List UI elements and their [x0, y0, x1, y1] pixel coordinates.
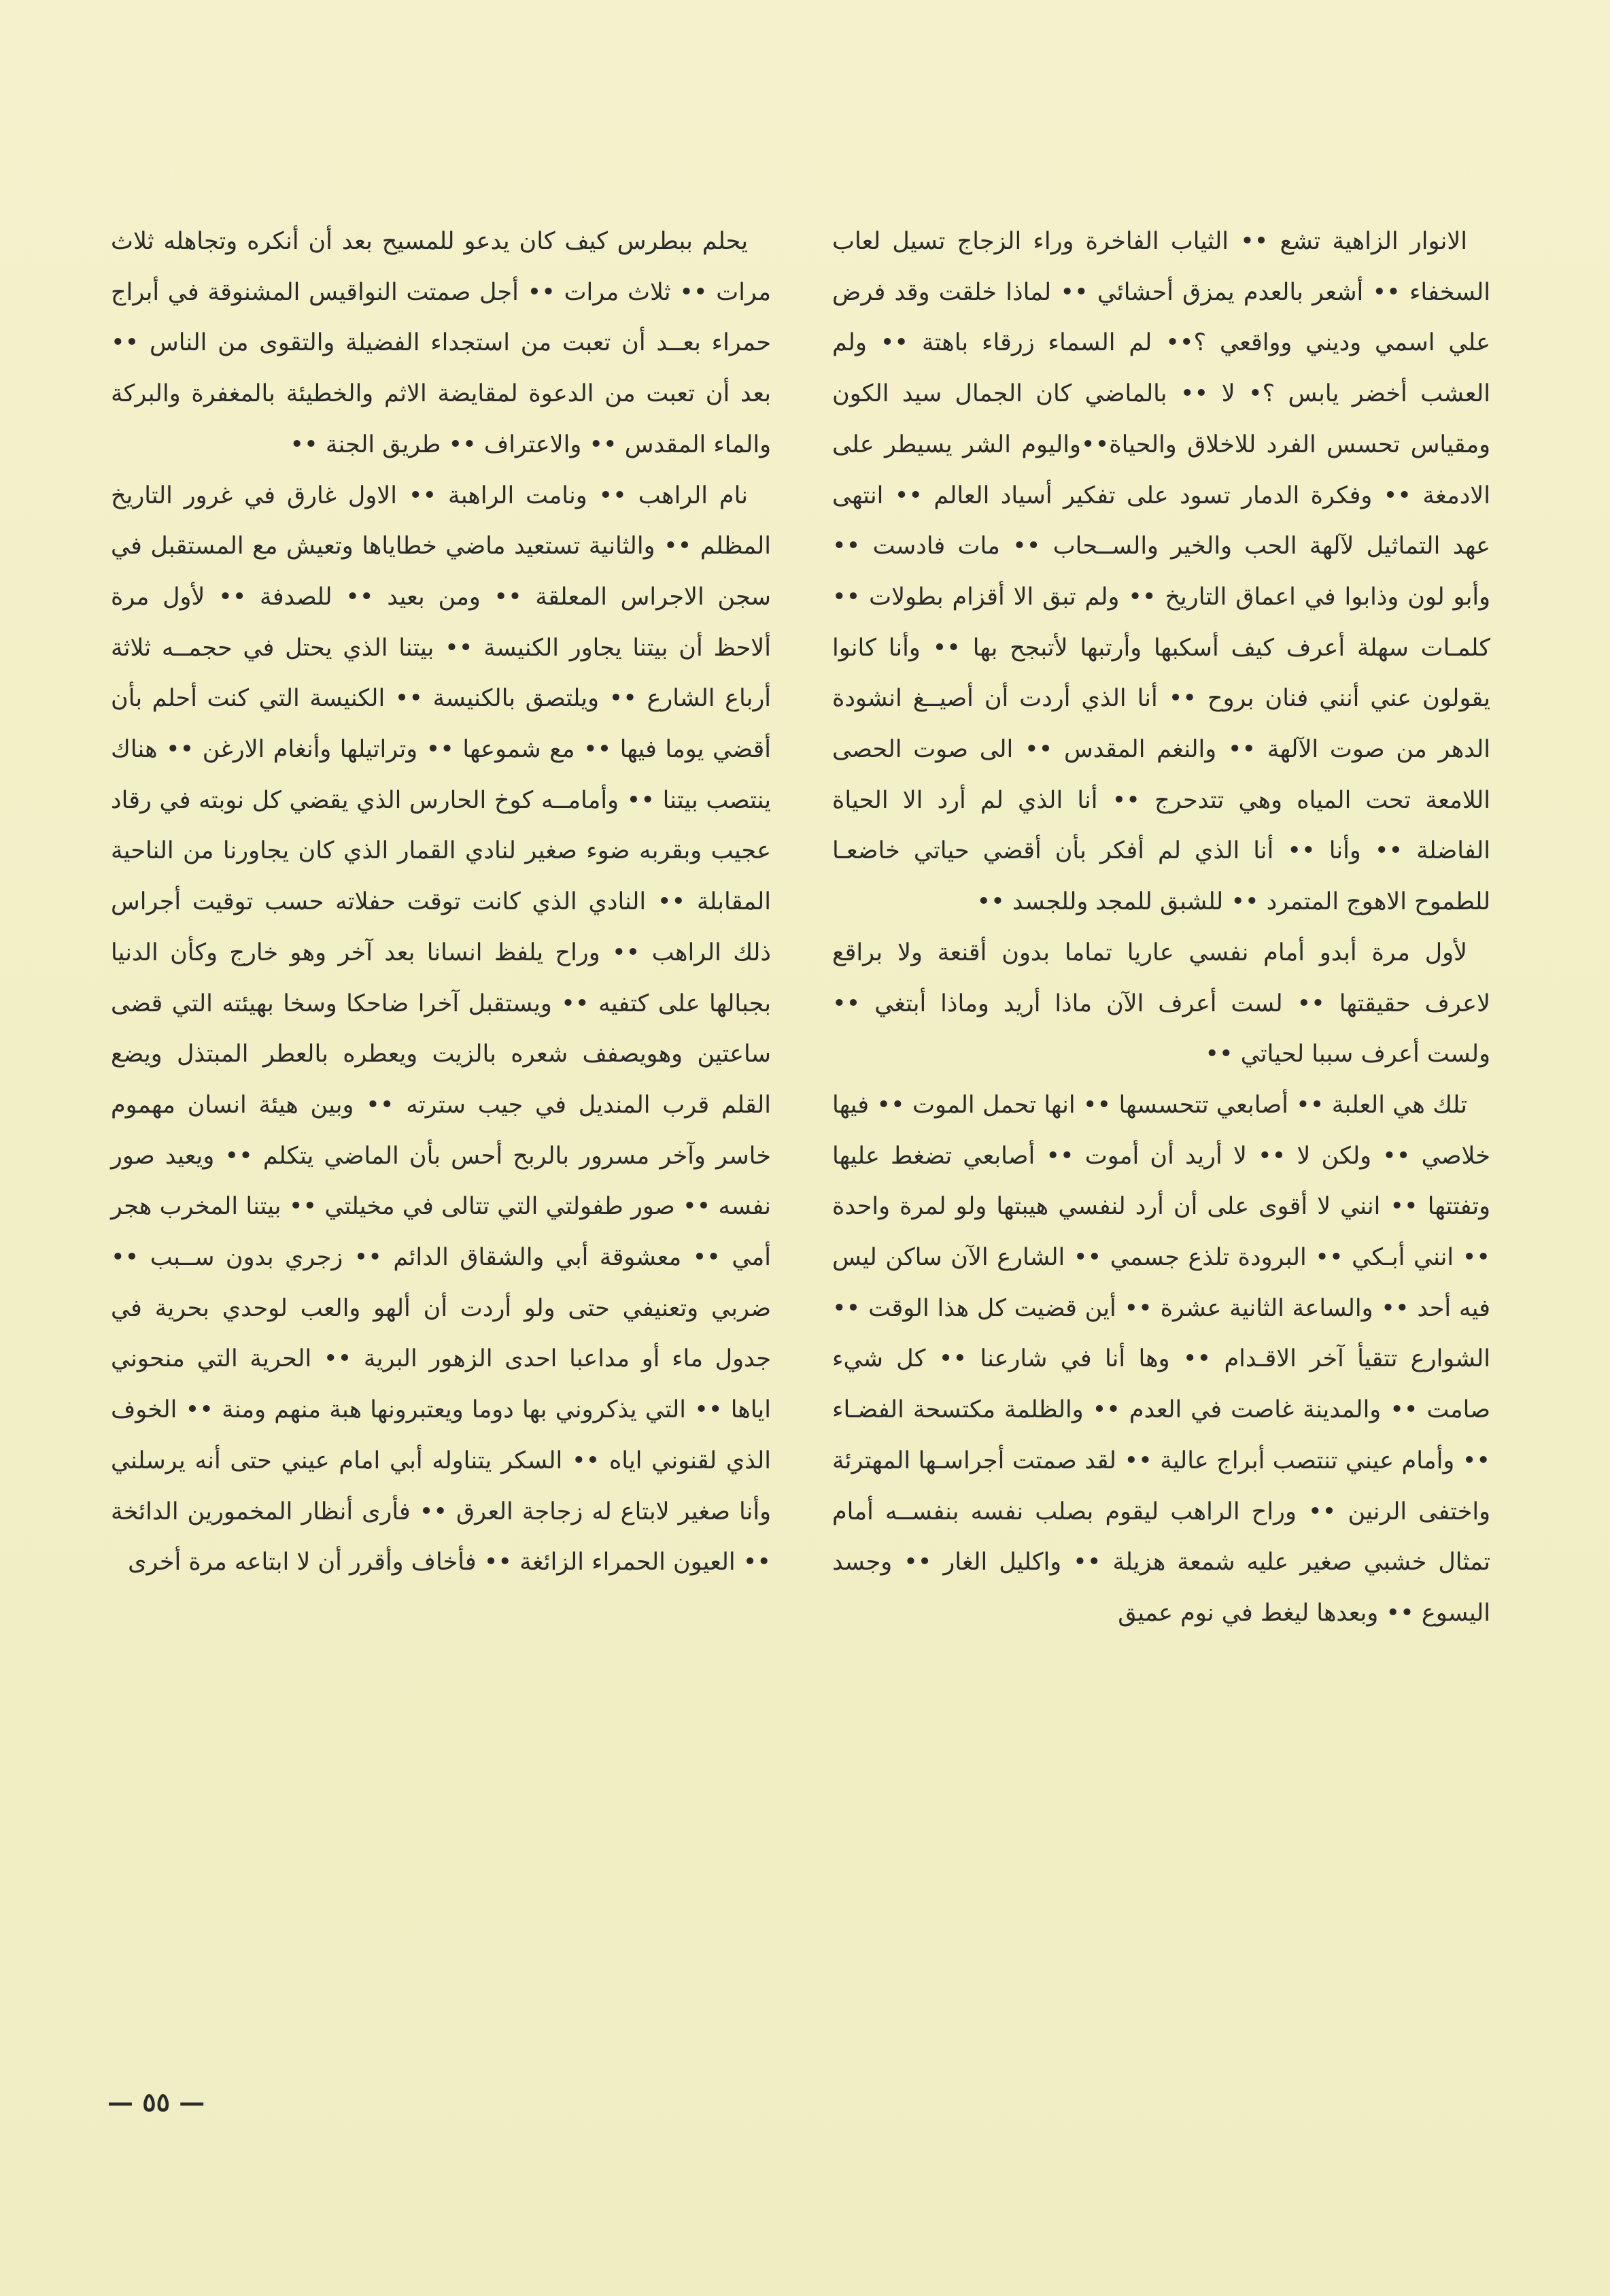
paragraph: الانوار الزاهية تشع •• الثياب الفاخرة وراء الزجاج تسيل لعاب السخفاء •• أشعر بالعدم يمزق أحشائي •• لماذا خلقت وقد فرض علي اسمي وديني وواقعي ؟•• لم السماء زرقاء باهتة •• ولم العشب أخضر يابس ؟• لا •• بالماضي كان الجمال سيد الكون ومقياس تحسس الفرد للاخلاق والحياة••واليوم الشر يسيطر على الادمغة •• وفكرة الدمار تسود على تفكير أسياد العالم •• انتهى عهد التماثيل لآلهة الحب والخير والســحاب •• مات فادست •• وأبو لون وذابوا في اعماق التاريخ •• ولم تبق الا أقزام بطولات •• كلمـات سهلة أعرف كيف أسكبها وأرتبها لأتبجح بها •• وأنا كانوا يقولون عني أنني فنان بروح •• أنا الذي أردت أن أصيــغ انشودة الدهر من صوت الآلهة •• والنغم المقدس •• الى صوت الحصى اللامعة تحت المياه وهي تتدحرج •• أنا الذي لم أرد الا الحياة الفاضلة •• وأنا •• أنا الذي لم أفكر بأن أقضي حياتي خاضعـا للطموح الاهوج المتمرد •• للشبق للمجد وللجسد •• — [832, 228, 1490, 916]
paragraph: لأول مرة أبدو أمام نفسي عاريا تماما بدون أقنعة ولا براقع لاعرف حقيقتها •• لست أعرف الآن ماذا أريد وماذا أبتغي •• ولست أعرف سببا لحياتي •• — [832, 939, 1490, 1068]
page-number: — ٥٥ — — [107, 2087, 205, 2117]
paragraph: يحلم ببطرس كيف كان يدعو للمسيح بعد أن أنكره وتجاهله ثلاث مرات •• ثلاث مرات •• أجل صمتت النواقيس المشنوقة في أبراج حمراء بعــد أن تعبت من استجداء الفضيلة والتقوى من الناس •• بعد أن تعبت من الدعوة لمقايضة الاثم والخطيئة بالمغفرة والبركة والماء المقدس •• والاعتراف •• طريق الجنة •• — [111, 228, 771, 458]
right-text-column — [832, 216, 1490, 1639]
paragraph: نام الراهب •• ونامت الراهبة •• الاول غارق في غرور التاريخ المظلم •• والثانية تستعيد ماضي خطاياها وتعيش مع المستقبل في سجن الاجراس المعلقة •• ومن بعيد •• للصدفة •• لأول مرة ألاحظ أن بيتنا يجاور الكنيسة •• بيتنا الذي يحتل في حجمــه ثلاثة أرباع الشارع •• ويلتصق بالكنيسة •• الكنيسة التي كنت أحلم بأن أقضي يوما فيها •• مع شموعها •• وتراتيلها وأنغام الارغن •• هناك ينتصب بيتنا •• وأمامــه كوخ الحارس الذي يقضي كل نوبته في رقاد عجيب وبقربه ضوء صغير لنادي القمار الذي كان يجاورنا من الناحية المقابلة •• النادي الذي كانت توقت حفلاته حسب توقيت أجراس ذلك الراهب •• وراح يلفظ انسانا بعد آخر وهو خارج وكأن الدنيا بجبالها على كتفيه •• ويستقبل آخرا ضاحكا وسخا بهيئته التي قضى ساعتين وهويصفف شعره بالزيت ويعطره بالعطر المبتذل ويضع القلم قرب المنديل في جيب سترته •• وبين هيئة انسان مهموم خاسر وآخر مسرور بالربح أحس بأن الماضي يتكلم •• ويعيد صور نفسه •• صور طفولتي التي تتالى في مخيلتي •• بيتنا المخرب هجر أمي •• معشوقة أبي والشقاق الدائم •• زجري بدون ســبب •• ضربي وتعنيفي حتى ولو أردت أن ألهو والعب لوحدي بحرية في جدول ماء أو مداعبا احدى الزهور البرية •• الحرية التي منحوني اياها •• التي يذكروني بها دوما ويعتبرونها هبة منهم ومنة •• الخوف الذي لقنوني اياه •• السكر يتناوله أبي امام عيني حتى أنه يرسلني وأنا صغير لابتاع له زجاجة العرق •• فأرى أنظار المخمورين الدائخة •• العيون الحمراء الزائغة •• فأخاف وأقرر أن لا ابتاعه مرة أخرى — [111, 482, 771, 1576]
paragraph: تلك هي العلبة •• أصابعي تتحسسها •• انها تحمل الموت •• فيها خلاصي •• ولكن لا •• لا أريد أن أموت •• أصابعي تضغط عليها وتفتتها •• انني لا أقوى على أن أرد لنفسي هيبتها ولو لمرة واحدة •• انني أبـكي •• البرودة تلذع جسمي •• الشارع الآن ساكن ليس فيه أحد •• والساعة الثانية عشرة •• أين قضيت كل هذا الوقت •• الشوارع تتقيأ آخر الاقـدام •• وها أنا في شارعنا •• كل شيء صامت •• والمدينة غاصت في العدم •• والظلمة مكتسحة الفضـاء •• وأمام عيني تنتصب أبراج عالية •• لقد صمتت أجراسـها المهترئة واختفى الرنين •• وراح الراهب ليقوم بصلب نفسه بنفســه أمام تمثال خشبي صغير عليه شمعة هزيلة •• واكليل الغار •• وجسد اليسوع •• وبعدها ليغط في نوم عميق — [832, 1091, 1490, 1627]
left-text-column — [111, 216, 771, 1588]
